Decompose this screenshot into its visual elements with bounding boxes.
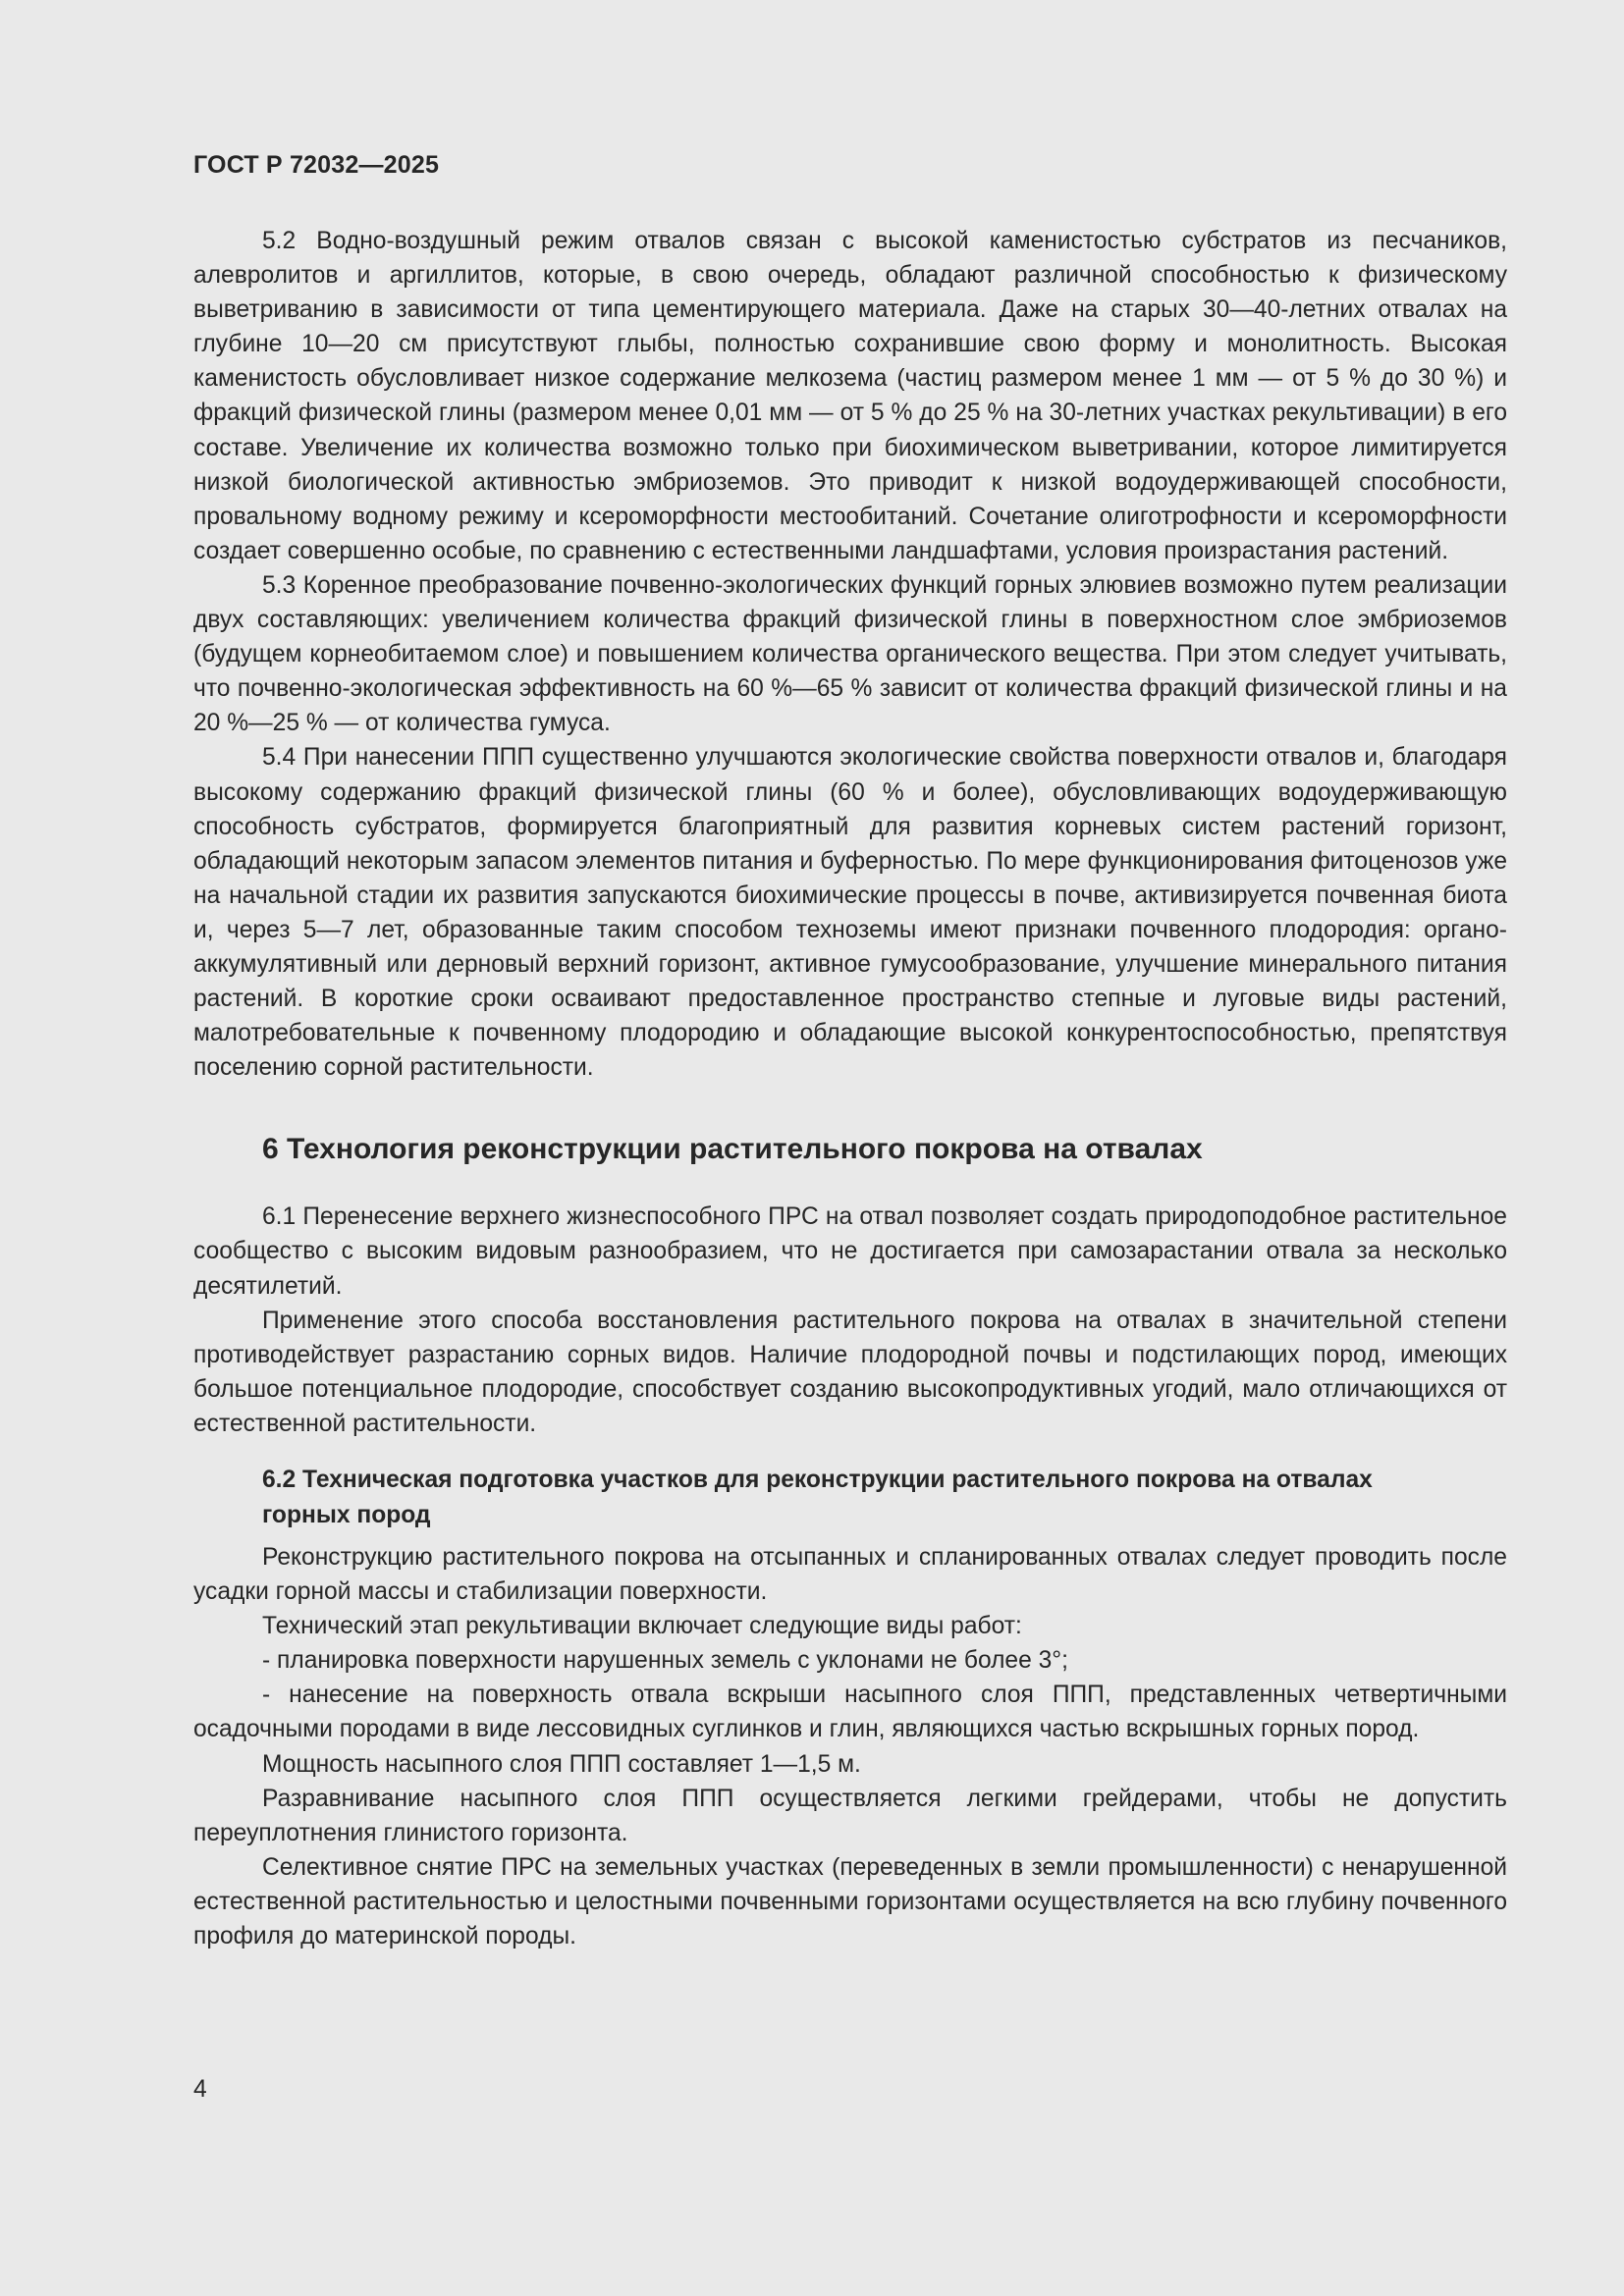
section-6-title: 6 Технология реконструкции растительного покрова на отвалах	[262, 1133, 1203, 1166]
paragraph-leveling: Разравнивание насыпного слоя ППП осуществляется легкими грейдерами, чтобы не допустить переуплотнения глинистого горизонта.	[193, 1785, 1507, 1846]
paragraph-6-1: 6.1 Перенесение верхнего жизнеспособного ПРС на отвал позволяет создать природоподобное растительное сообщество с высоким видовым разнообразием, что не достигается при самозарастании отвала за несколько десятилетий.	[193, 1203, 1507, 1300]
paragraph-6-2-works: Технический этап рекультивации включает следующие виды работ:	[262, 1613, 1022, 1640]
subsection-6-2-title: 6.2 Техническая подготовка участков для реконструкции растительного покрова на отвалах горных пород	[262, 1467, 1373, 1528]
paragraph-5-2: 5.2 Водно-воздушный режим отвалов связан с высокой каменистостью субстратов из песчаников, алевролитов и аргиллитов, которые, в свою очередь, обладают различной способностью к физическому выветриванию в зависимости от типа цементирующего материала. Даже на старых 30—40-летних отвалах на глубине 10—20 см присутствуют глыбы, полностью сохранившие свою форму и монолитность. Высокая каменистость обусловливает низкое содержание мелкозема (частиц размером менее 1 мм — от 5 % до 30 %) и фракций физической глины (размером менее 0,01 мм — от 5 % до 25 % на 30-летних участках рекультивации) в его составе. Увеличение их количества возможно только при биохимическом выветривании, которое лимитируется низкой биологической активностью эмбриоземов. Это приводит к низкой водоудерживающей способности, провальному водному режиму и ксероморфности местообитаний. Сочетание олиготрофности и ксероморфности создает совершенно особые, по сравнению с естественными ландшафтами, условия произрастания растений.	[193, 228, 1507, 564]
document-body	[193, 224, 1507, 1953]
paragraph-layer-thickness: Мощность насыпного слоя ППП составляет 1—1,5 м.	[262, 1750, 861, 1778]
paragraph-6-1-continued: Применение этого способа восстановления растительного покрова на отвалах в значительной степени противодействует разрастанию сорных видов. Наличие плодородной почвы и подстилающих пород, имеющих большое потенциальное плодородие, способствует созданию высокопродуктивных угодий, мало отличающихся от естественной растительности.	[193, 1307, 1507, 1437]
paragraph-5-4: 5.4 При нанесении ППП существенно улучшаются экологические свойства поверхности отвалов и, благодаря высокому содержанию фракций физической глины (60 % и более), обусловливающих водоудерживающую способность субстратов, формируется благоприятный для развития корневых систем растений горизонт, обладающий некоторым запасом элементов питания и буферностью. По мере функционирования фитоценозов уже на начальной стадии их развития запускаются биохимические процессы в почве, активизируется почвенная биота и, через 5—7 лет, образованные таким способом техноземы имеют признаки почвенного плодородия: органо-аккумулятивный или дерновый верхний горизонт, активное гумусообразование, улучшение минерального питания растений. В короткие сроки осваивают предоставленное пространство степные и луговые виды растений, малотребовательные к почвенному плодородию и обладающие высокой конкурентоспособностью, препятствуя поселению сорной растительности.	[193, 744, 1507, 1082]
list-item-planning: - планировка поверхности нарушенных земель с уклонами не более 3°;	[262, 1647, 1068, 1675]
paragraph-6-2-intro: Реконструкцию растительного покрова на отсыпанных и спланированных отвалах следует проводить после усадки горной массы и стабилизации поверхности.	[193, 1544, 1507, 1606]
paragraph-5-3: 5.3 Коренное преобразование почвенно-экологических функций горных элювиев возможно путем реализации двух составляющих: увеличением количества фракций физической глины в поверхностном слое эмбриоземов (будущем корнеобитаемом слое) и повышением количества органического вещества. При этом следует учитывать, что почвенно-экологическая эффективность на 60 %—65 % зависит от количества фракций физической глины и на 20 %—25 % — от количества гумуса.	[193, 571, 1507, 737]
document-header: ГОСТ Р 72032—2025	[193, 151, 440, 179]
list-item-layer: - нанесение на поверхность отвала вскрыши насыпного слоя ППП, представленных четвертичными осадочными породами в виде лессовидных суглинков и глин, являющихся частью вскрышных горных пород.	[193, 1682, 1507, 1743]
paragraph-selective-removal: Селективное снятие ПРС на земельных участках (переведенных в земли промышленности) с ненарушенной естественной растительностью и целостными почвенными горизонтами осуществляется на всю глубину почвенного профиля до материнской породы.	[193, 1853, 1507, 1950]
page-number: 4	[193, 2076, 207, 2103]
